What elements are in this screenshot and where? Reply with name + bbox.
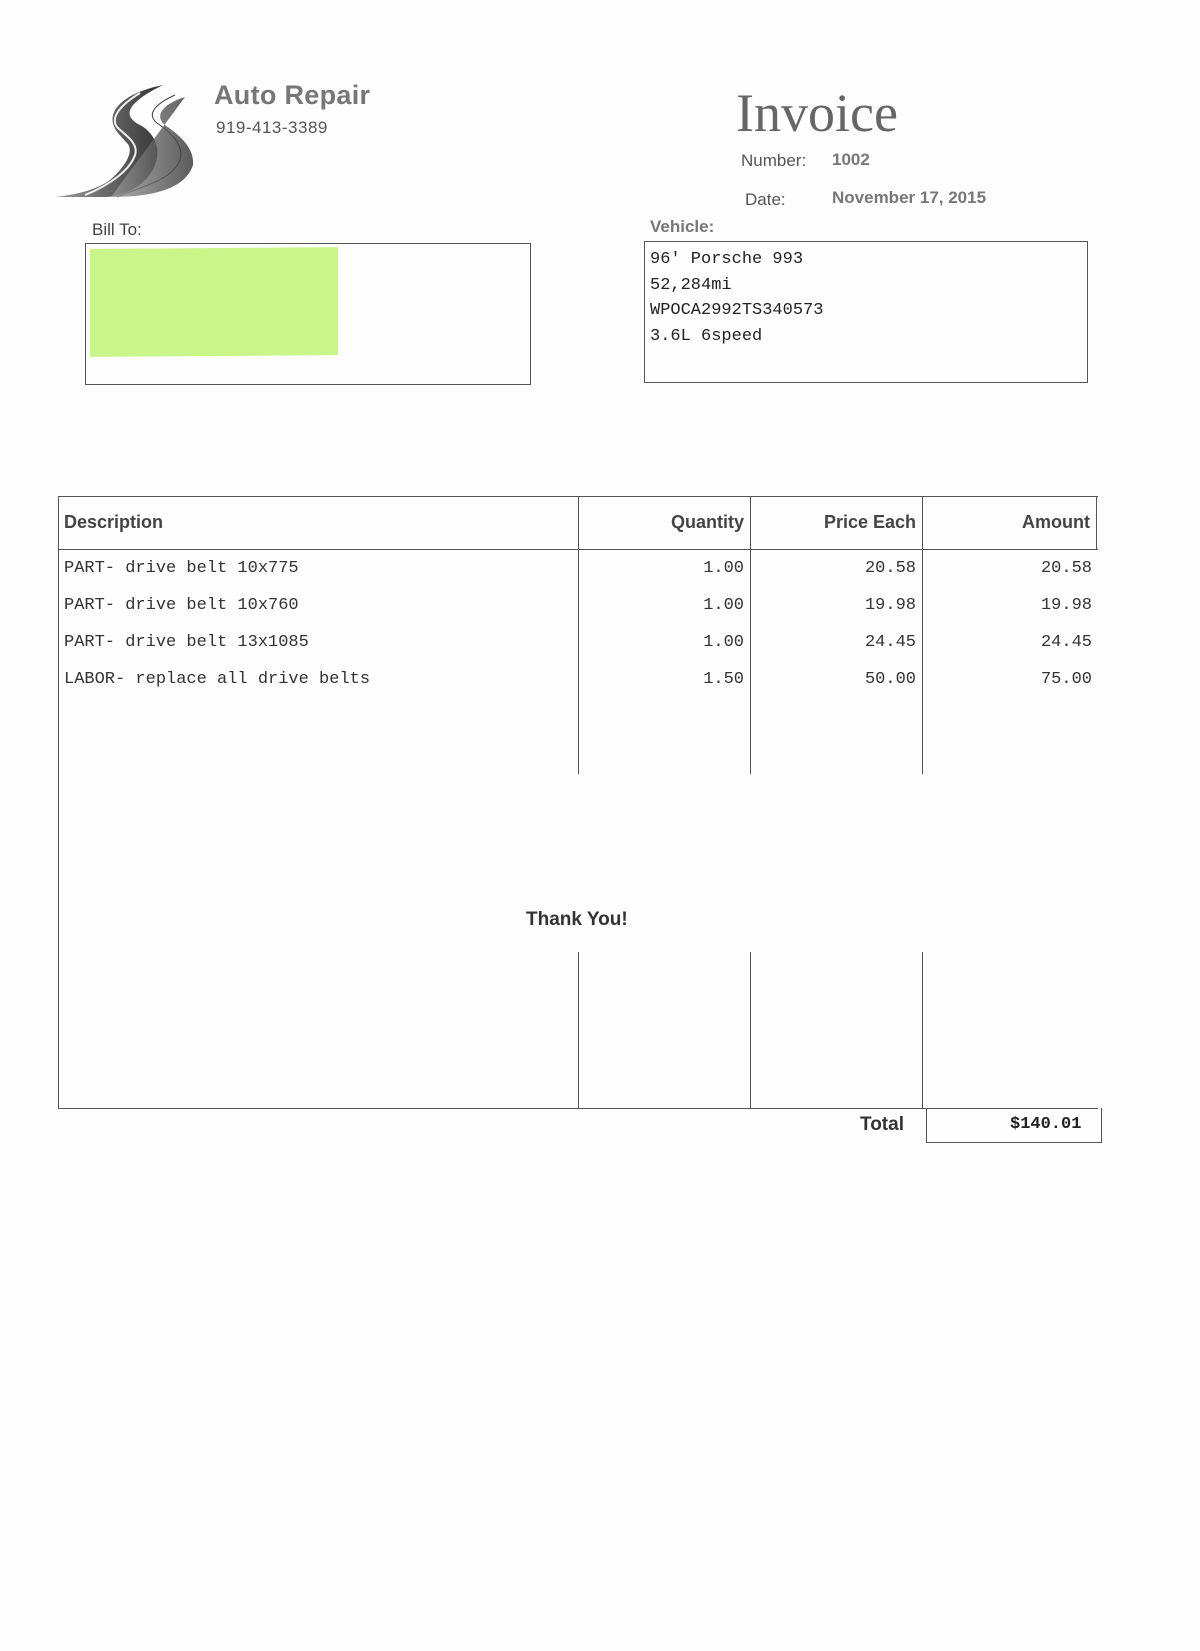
road-logo-icon [55,85,195,200]
row-price-each: 50.00 [864,670,916,689]
table-right-border [1096,496,1097,549]
vehicle-engine: 3.6L 6speed [650,326,763,346]
row-quantity: 1.00 [703,596,744,615]
row-description: LABOR- replace all drive belts [64,670,371,689]
redaction-highlight [90,247,338,357]
row-description: PART- drive belt 10x775 [64,559,299,578]
col-divider-2-lower [750,952,751,1109]
row-price-each: 20.58 [864,559,916,578]
vehicle-model: 96' Porsche 993 [650,250,804,269]
row-quantity: 1.00 [703,559,744,578]
vehicle-details [650,247,823,349]
invoice-title: Invoice [736,83,898,143]
company-name: Auto Repair [214,80,371,110]
company-phone: 919-413-3389 [216,118,328,137]
row-price-each: 24.45 [864,633,916,652]
vehicle-mileage: 52,284mi [650,275,732,295]
table-row [58,633,1098,670]
row-quantity: 1.00 [703,633,744,652]
header-quantity: Quantity [670,512,744,532]
thank-you-note: Thank You! [526,909,628,930]
table-row [58,596,1098,633]
row-amount: 19.98 [1040,596,1092,615]
table-row [58,670,1098,707]
header-description: Description [64,512,164,532]
total-label: Total [860,1114,904,1135]
row-amount: 20.58 [1040,559,1092,578]
col-divider-3-lower [922,952,923,1109]
row-price-each: 19.98 [864,596,916,615]
invoice-number: 1002 [832,150,870,169]
total-value: $140.01 [1010,1115,1082,1134]
row-amount: 75.00 [1040,670,1092,689]
row-quantity: 1.50 [703,670,744,689]
invoice-date: November 17, 2015 [832,188,987,207]
invoice-number-label: Number: [741,151,807,170]
line-items-table [58,496,1098,1109]
vehicle-vin: WPOCA2992TS340573 [650,301,824,320]
row-description: PART- drive belt 13x1085 [64,633,309,652]
table-row [58,559,1098,596]
bill-to-label: Bill To: [92,220,142,239]
invoice-date-label: Date: [745,190,786,209]
vehicle-label: Vehicle: [650,217,715,236]
row-amount: 24.45 [1040,633,1092,652]
row-description: PART- drive belt 10x760 [64,596,299,615]
header-amount: Amount [1022,512,1090,532]
col-divider-1-lower [578,952,579,1109]
header-price-each: Price Each [823,512,916,532]
